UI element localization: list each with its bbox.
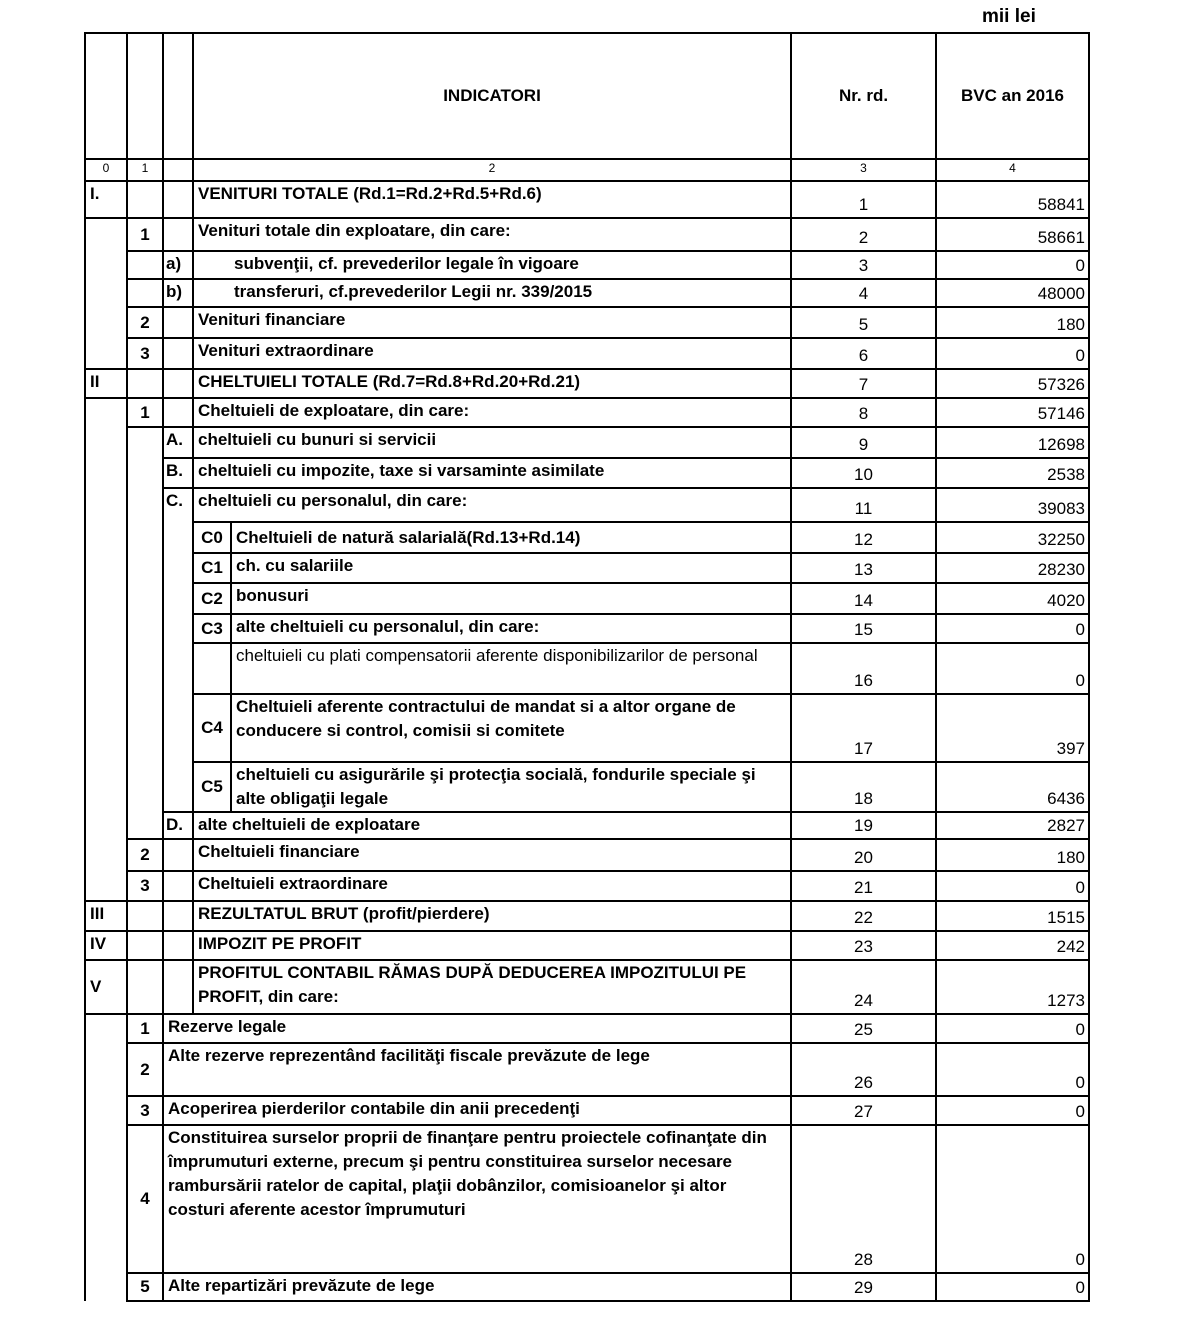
row-indicator: bonusuri [231,583,791,614]
table-row [85,427,1089,458]
row-value: 32250 [936,522,1089,553]
row-value: 397 [936,694,1089,762]
row-number: 20 [791,839,936,871]
table-row [85,181,1089,218]
row-number: 27 [791,1096,936,1125]
row-number: 17 [791,694,936,762]
table-row [85,871,1089,901]
row-value: 0 [936,1014,1089,1043]
row-value: 0 [936,1125,1089,1273]
row-number: 19 [791,812,936,839]
table-row [85,338,1089,369]
table-row [85,522,1089,553]
row-sub-index: 4 [127,1125,163,1273]
row-sub-code: C2 [193,583,231,614]
row-value: 0 [936,871,1089,901]
table-row [85,1096,1089,1125]
row-number: 4 [791,279,936,307]
row-value: 0 [936,643,1089,694]
row-value: 12698 [936,427,1089,458]
row-indicator: CHELTUIELI TOTALE (Rd.7=Rd.8+Rd.20+Rd.21) [193,369,791,398]
row-value: 1273 [936,960,1089,1014]
row-sub-code: C3 [193,614,231,643]
row-indicator: ch. cu salariile [231,553,791,583]
table-row [85,583,1089,614]
row-indicator: PROFITUL CONTABIL RĂMAS DUPĂ DEDUCEREA IMPOZITULUI PE PROFIT, din care: [193,960,791,1014]
col-index-2: 2 [193,159,791,181]
row-value: 58841 [936,181,1089,218]
col-index-3: 3 [791,159,936,181]
row-sub-index: 3 [127,1096,163,1125]
header-bvc: BVC an 2016 [936,33,1089,159]
row-indicator: Constituirea surselor proprii de finanţare pentru proiectele cofinanţate din împrumuturi externe, precum şi pentru constituirea surselor necesare rambursării ratelor de capital, plaţii dobânzilor, comisioanelor şi altor costuri aferente acestor împrumuturi [163,1125,791,1273]
row-value: 0 [936,1273,1089,1301]
row-letter-label: D. [163,812,193,839]
row-indicator: Venituri totale din exploatare, din care: [193,218,791,251]
row-indicator: VENITURI TOTALE (Rd.1=Rd.2+Rd.5+Rd.6) [193,181,791,218]
row-number: 9 [791,427,936,458]
row-value: 6436 [936,762,1089,812]
table-row [85,812,1089,839]
row-indicator: Venituri extraordinare [193,338,791,369]
unit-label: mii lei [982,6,1036,27]
row-sub-index: 2 [127,839,163,871]
table-row [85,694,1089,762]
row-number: 5 [791,307,936,338]
row-indicator: Acoperirea pierderilor contabile din anii precedenţi [163,1096,791,1125]
table-row [85,762,1089,812]
row-sub-index: 3 [127,871,163,901]
row-value: 57326 [936,369,1089,398]
row-indicator: IMPOZIT PE PROFIT [193,931,791,960]
table-row [85,553,1089,583]
row-letter-label: A. [163,427,193,458]
row-number: 26 [791,1043,936,1096]
header-indicatori: INDICATORI [193,33,791,159]
table-row [85,643,1089,694]
row-number: 21 [791,871,936,901]
row-indicator: Cheltuieli aferente contractului de mandat si a altor organe de conducere si control, comisii si comitete [231,694,791,762]
row-number: 10 [791,458,936,488]
row-letter-label: b) [163,279,193,307]
row-number: 18 [791,762,936,812]
table-row [85,251,1089,279]
row-number: 12 [791,522,936,553]
row-section-label: II [85,369,127,398]
row-number: 25 [791,1014,936,1043]
row-value: 1515 [936,901,1089,931]
col-index-0: 0 [85,159,127,181]
row-indicator: Cheltuieli de exploatare, din care: [193,398,791,427]
row-number: 23 [791,931,936,960]
budget-table [84,32,1090,1302]
row-number: 13 [791,553,936,583]
row-number: 14 [791,583,936,614]
row-sub-code: C1 [193,553,231,583]
row-indicator: REZULTATUL BRUT (profit/pierdere) [193,901,791,931]
row-value: 0 [936,251,1089,279]
header-nr-rd: Nr. rd. [791,33,936,159]
row-indicator: Alte rezerve reprezentând facilităţi fiscale prevăzute de lege [163,1043,791,1096]
table-row [85,1014,1089,1043]
row-value: 0 [936,1096,1089,1125]
row-indicator: cheltuieli cu bunuri si servicii [193,427,791,458]
row-indicator: subvenţii, cf. prevederilor legale în vigoare [193,251,791,279]
row-section-label: I. [85,181,127,218]
row-number: 3 [791,251,936,279]
row-sub-index: 5 [127,1273,163,1301]
table-row [85,931,1089,960]
row-sub-index: 1 [127,398,163,427]
column-index-row [85,159,1089,181]
row-indicator: Cheltuieli de natură salarială(Rd.13+Rd.14) [231,522,791,553]
table-row [85,1125,1089,1273]
row-number: 29 [791,1273,936,1301]
row-letter-label: C. [163,488,193,812]
row-value: 58661 [936,218,1089,251]
row-sub-index: 3 [127,338,163,369]
table-row [85,1043,1089,1096]
row-sub-code: C5 [193,762,231,812]
row-value: 48000 [936,279,1089,307]
row-sub-code: C4 [193,694,231,762]
row-indicator: alte cheltuieli de exploatare [193,812,791,839]
row-number: 28 [791,1125,936,1273]
row-value: 39083 [936,488,1089,522]
row-indicator: Venituri financiare [193,307,791,338]
row-indicator: Rezerve legale [163,1014,791,1043]
table-row [85,369,1089,398]
row-number: 8 [791,398,936,427]
row-indicator: alte cheltuieli cu personalul, din care: [231,614,791,643]
row-number: 22 [791,901,936,931]
row-indicator: cheltuieli cu impozite, taxe si varsaminte asimilate [193,458,791,488]
row-value: 0 [936,338,1089,369]
row-number: 6 [791,338,936,369]
row-section-label: III [85,901,127,931]
row-sub-code: C0 [193,522,231,553]
row-letter-label: a) [163,251,193,279]
row-number: 24 [791,960,936,1014]
row-number: 15 [791,614,936,643]
header-row [85,33,1089,159]
row-value: 0 [936,614,1089,643]
row-value: 0 [936,1043,1089,1096]
row-value: 2538 [936,458,1089,488]
row-sub-code [193,643,231,694]
row-indicator: Cheltuieli extraordinare [193,871,791,901]
row-value: 180 [936,839,1089,871]
table-row [85,307,1089,338]
row-indicator: cheltuieli cu personalul, din care: [193,488,791,522]
row-value: 4020 [936,583,1089,614]
row-indicator: Alte repartizări prevăzute de lege [163,1273,791,1301]
table-row [85,1273,1089,1301]
table-row [85,488,1089,522]
row-indicator: cheltuieli cu plati compensatorii aferente disponibilizarilor de personal [231,643,791,694]
row-value: 2827 [936,812,1089,839]
row-number: 7 [791,369,936,398]
table-row [85,614,1089,643]
row-value: 242 [936,931,1089,960]
row-indicator: transferuri, cf.prevederilor Legii nr. 339/2015 [193,279,791,307]
col-index-1: 1 [127,159,163,181]
row-indicator: Cheltuieli financiare [193,839,791,871]
row-value: 28230 [936,553,1089,583]
table-row [85,398,1089,427]
table-row [85,960,1089,1014]
table-row [85,458,1089,488]
table-row [85,839,1089,871]
row-number: 1 [791,181,936,218]
row-number: 2 [791,218,936,251]
col-index-4: 4 [936,159,1089,181]
row-number: 11 [791,488,936,522]
row-letter-label: B. [163,458,193,488]
row-value: 180 [936,307,1089,338]
table-row [85,901,1089,931]
table-row [85,218,1089,251]
row-number: 16 [791,643,936,694]
row-sub-index: 2 [127,1043,163,1096]
row-section-label: IV [85,931,127,960]
row-indicator: cheltuieli cu asigurările şi protecţia socială, fondurile speciale şi alte obligaţii legale [231,762,791,812]
table-row [85,279,1089,307]
row-sub-index: 1 [127,218,163,251]
row-value: 57146 [936,398,1089,427]
row-section-label: V [85,960,127,1014]
row-sub-index: 1 [127,1014,163,1043]
row-sub-index: 2 [127,307,163,338]
